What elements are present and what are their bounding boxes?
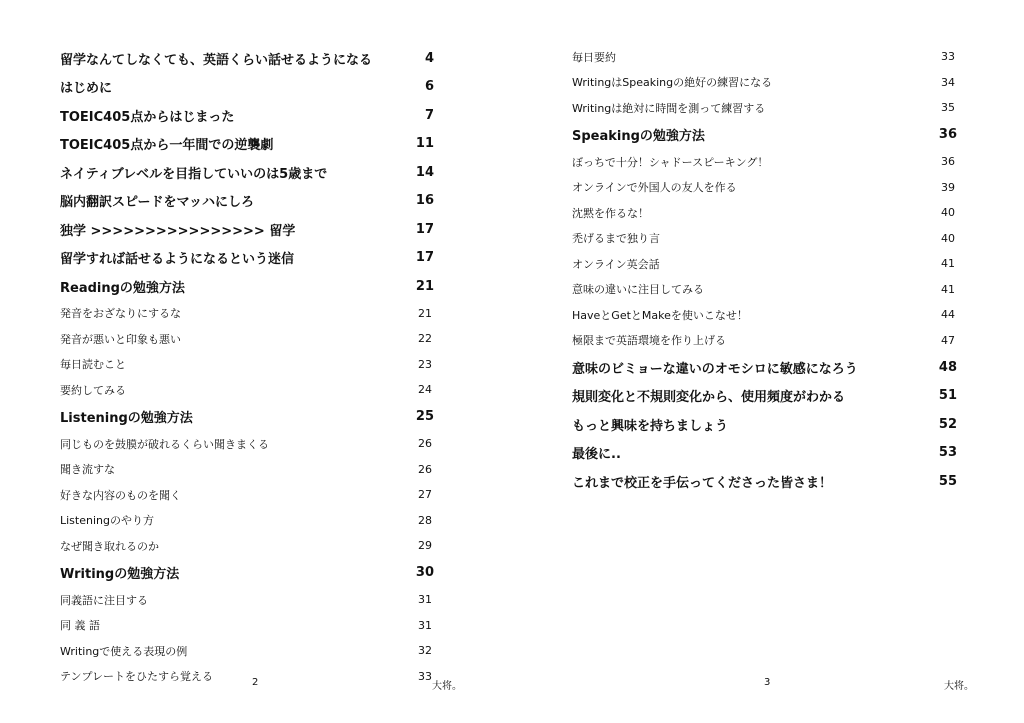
toc-entry[interactable] bbox=[572, 439, 957, 468]
toc-entry-title: 同じものを鼓膜が破れるくらい聞きまくる bbox=[60, 437, 269, 451]
toc-entry[interactable] bbox=[60, 101, 434, 130]
toc-entry[interactable] bbox=[60, 301, 434, 327]
toc-entry-page: 32 bbox=[418, 644, 432, 658]
toc-entry-title: 同義語に注目する bbox=[60, 593, 148, 607]
toc-entry-title: オンラインで外国人の友人を作る bbox=[572, 181, 737, 195]
toc-entry[interactable] bbox=[60, 638, 434, 664]
right-page bbox=[512, 0, 1024, 723]
toc-entry-title: テンプレートをひたすら覚える bbox=[60, 670, 214, 684]
toc-entry-title: 意味の違いに注目してみる bbox=[572, 283, 704, 297]
toc-entry-title: Readingの勉強方法 bbox=[60, 280, 185, 296]
toc-entry-title: これまで校正を手伝ってくださった皆さま！ bbox=[572, 475, 833, 491]
toc-entry-page: 44 bbox=[941, 308, 955, 322]
toc-entry-page: 34 bbox=[941, 75, 955, 89]
toc-entry[interactable] bbox=[60, 158, 434, 187]
toc-entry-page: 36 bbox=[938, 127, 957, 143]
toc-entry-page: 33 bbox=[941, 50, 955, 64]
toc-entry-page: 23 bbox=[418, 357, 432, 371]
toc-entry-title: 禿げるまで独り言 bbox=[572, 232, 660, 246]
toc-entry[interactable] bbox=[60, 457, 434, 483]
toc-entry-page: 31 bbox=[418, 618, 432, 632]
toc-entry-title: 毎日読むこと bbox=[60, 358, 126, 372]
toc-entry[interactable] bbox=[60, 326, 434, 352]
toc-entry-title: Writingの勉強方法 bbox=[60, 567, 180, 583]
toc-entry[interactable] bbox=[60, 130, 434, 159]
toc-entry[interactable] bbox=[572, 467, 957, 496]
toc-entry[interactable] bbox=[60, 352, 434, 378]
toc-entry-page: 40 bbox=[941, 206, 955, 220]
toc-entry-page: 27 bbox=[418, 488, 432, 502]
toc-entry[interactable] bbox=[60, 73, 434, 102]
toc-entry-page: 26 bbox=[418, 462, 432, 476]
toc-entry-title: 留学なんてしなくても、英語くらい話せるようになる bbox=[60, 52, 373, 68]
toc-entry[interactable] bbox=[572, 70, 957, 96]
toc-entry[interactable] bbox=[60, 482, 434, 508]
toc-entry[interactable] bbox=[60, 508, 434, 534]
toc-entry-page: 48 bbox=[938, 359, 957, 375]
toc-entry[interactable] bbox=[60, 559, 434, 588]
toc-entry[interactable] bbox=[572, 251, 957, 277]
toc-entry-title: 発音をおざなりにするな bbox=[60, 307, 181, 321]
right-toc bbox=[572, 44, 957, 496]
toc-entry-title: 要約してみる bbox=[60, 383, 126, 397]
toc-entry-page: 29 bbox=[418, 539, 432, 553]
toc-entry[interactable] bbox=[60, 431, 434, 457]
toc-entry-title: 沈黙を作るな！ bbox=[572, 206, 649, 220]
toc-entry[interactable] bbox=[572, 44, 957, 70]
toc-entry-page: 21 bbox=[418, 306, 432, 320]
toc-entry[interactable] bbox=[60, 215, 434, 244]
toc-entry-title: 極限まで英語環境を作り上げる bbox=[572, 334, 726, 348]
toc-entry-page: 40 bbox=[941, 231, 955, 245]
toc-entry-page: 7 bbox=[424, 107, 434, 123]
toc-entry-title: TOEIC405点からはじまった bbox=[60, 109, 235, 125]
toc-entry[interactable] bbox=[572, 226, 957, 252]
page-number: 3 bbox=[764, 677, 771, 688]
toc-entry[interactable] bbox=[60, 244, 434, 273]
toc-entry-title: 毎日要約 bbox=[572, 50, 616, 64]
toc-entry-page: 41 bbox=[941, 257, 955, 271]
toc-entry-title: なぜ聞き取れるのか bbox=[60, 539, 159, 553]
toc-entry[interactable] bbox=[60, 533, 434, 559]
toc-entry[interactable] bbox=[60, 377, 434, 403]
toc-entry-title: 留学すれば話せるようになるという迷信 bbox=[60, 252, 295, 268]
toc-entry-title: Listeningのやり方 bbox=[60, 514, 154, 528]
toc-entry-title: 独学 >>>>>>>>>>>>>>>> 留学 bbox=[60, 223, 296, 239]
toc-entry[interactable] bbox=[572, 382, 957, 411]
toc-entry[interactable] bbox=[572, 175, 957, 201]
toc-entry-page: 26 bbox=[418, 437, 432, 451]
toc-entry[interactable] bbox=[60, 44, 434, 73]
author-signature: 大将。 bbox=[432, 681, 462, 692]
toc-entry[interactable] bbox=[572, 277, 957, 303]
toc-entry-title: WritingはSpeakingの絶好の練習になる bbox=[572, 76, 773, 90]
toc-entry[interactable] bbox=[60, 272, 434, 301]
toc-entry[interactable] bbox=[572, 410, 957, 439]
toc-entry-page: 6 bbox=[424, 79, 434, 95]
toc-entry-title: 聞き流すな bbox=[60, 463, 115, 477]
toc-entry-page: 11 bbox=[415, 136, 434, 152]
toc-entry-page: 4 bbox=[424, 50, 434, 66]
toc-entry-title: TOEIC405点から一年間での逆襲劇 bbox=[60, 138, 274, 154]
toc-entry-page: 17 bbox=[415, 250, 434, 266]
toc-entry[interactable] bbox=[60, 587, 434, 613]
toc-entry-page: 53 bbox=[938, 445, 957, 461]
toc-entry[interactable] bbox=[572, 353, 957, 382]
toc-entry-title: ぼっちで十分！シャドースピーキング！ bbox=[572, 155, 769, 169]
toc-entry-title: Writingは絶対に時間を測って練習する bbox=[572, 101, 766, 115]
toc-entry-title: Listeningの勉強方法 bbox=[60, 411, 193, 427]
toc-entry-page: 14 bbox=[415, 164, 434, 180]
toc-entry-page: 52 bbox=[938, 416, 957, 432]
toc-entry-title: 発音が悪いと印象も悪い bbox=[60, 332, 181, 346]
toc-entry[interactable] bbox=[60, 187, 434, 216]
toc-entry-title: HaveとGetとMakeを使いこなせ！ bbox=[572, 308, 748, 322]
toc-entry-title: 最後に.. bbox=[572, 447, 621, 463]
toc-entry[interactable] bbox=[572, 302, 957, 328]
left-toc bbox=[60, 44, 434, 689]
toc-entry-page: 21 bbox=[415, 278, 434, 294]
toc-entry-page: 22 bbox=[418, 332, 432, 346]
toc-entry-page: 35 bbox=[941, 101, 955, 115]
toc-entry-title: もっと興味を持ちましょう bbox=[572, 418, 729, 434]
toc-entry-page: 51 bbox=[938, 388, 957, 404]
toc-entry-title: Writingで使える表現の例 bbox=[60, 644, 188, 658]
toc-entry-page: 24 bbox=[418, 383, 432, 397]
toc-entry-page: 16 bbox=[415, 193, 434, 209]
toc-entry-page: 47 bbox=[941, 333, 955, 347]
toc-entry-page: 39 bbox=[941, 180, 955, 194]
toc-entry-page: 28 bbox=[418, 513, 432, 527]
toc-entry-page: 36 bbox=[941, 155, 955, 169]
toc-entry-page: 33 bbox=[418, 669, 432, 683]
toc-entry-page: 30 bbox=[415, 565, 434, 581]
toc-entry-title: オンライン英会話 bbox=[572, 257, 660, 271]
toc-entry[interactable] bbox=[60, 664, 434, 690]
toc-entry[interactable] bbox=[60, 403, 434, 432]
toc-entry[interactable] bbox=[572, 149, 957, 175]
toc-entry-title: 脳内翻訳スピードをマッハにしろ bbox=[60, 195, 254, 211]
toc-entry[interactable] bbox=[572, 328, 957, 354]
toc-entry[interactable] bbox=[60, 613, 434, 639]
toc-entry-title: 同 義 語 bbox=[60, 619, 100, 633]
toc-entry-page: 31 bbox=[418, 593, 432, 607]
toc-entry-title: ネイティブレベルを目指していいのは5歳まで bbox=[60, 166, 328, 182]
toc-entry-title: 好きな内容のものを聞く bbox=[60, 488, 181, 502]
author-signature: 大将。 bbox=[944, 681, 974, 692]
toc-entry-page: 55 bbox=[938, 473, 957, 489]
toc-entry-title: Speakingの勉強方法 bbox=[572, 129, 705, 145]
toc-entry-title: 規則変化と不規則変化から、使用頻度がわかる bbox=[572, 390, 846, 406]
toc-entry-title: はじめに bbox=[60, 81, 113, 97]
toc-entry-page: 41 bbox=[941, 282, 955, 296]
toc-entry[interactable] bbox=[572, 200, 957, 226]
toc-entry[interactable] bbox=[572, 121, 957, 150]
toc-entry-title: 意味のビミョーな違いのオモシロに敏感になろう bbox=[572, 361, 858, 377]
toc-entry[interactable] bbox=[572, 95, 957, 121]
toc-entry-page: 25 bbox=[415, 409, 434, 425]
page-number: 2 bbox=[252, 677, 259, 688]
toc-entry-page: 17 bbox=[415, 221, 434, 237]
